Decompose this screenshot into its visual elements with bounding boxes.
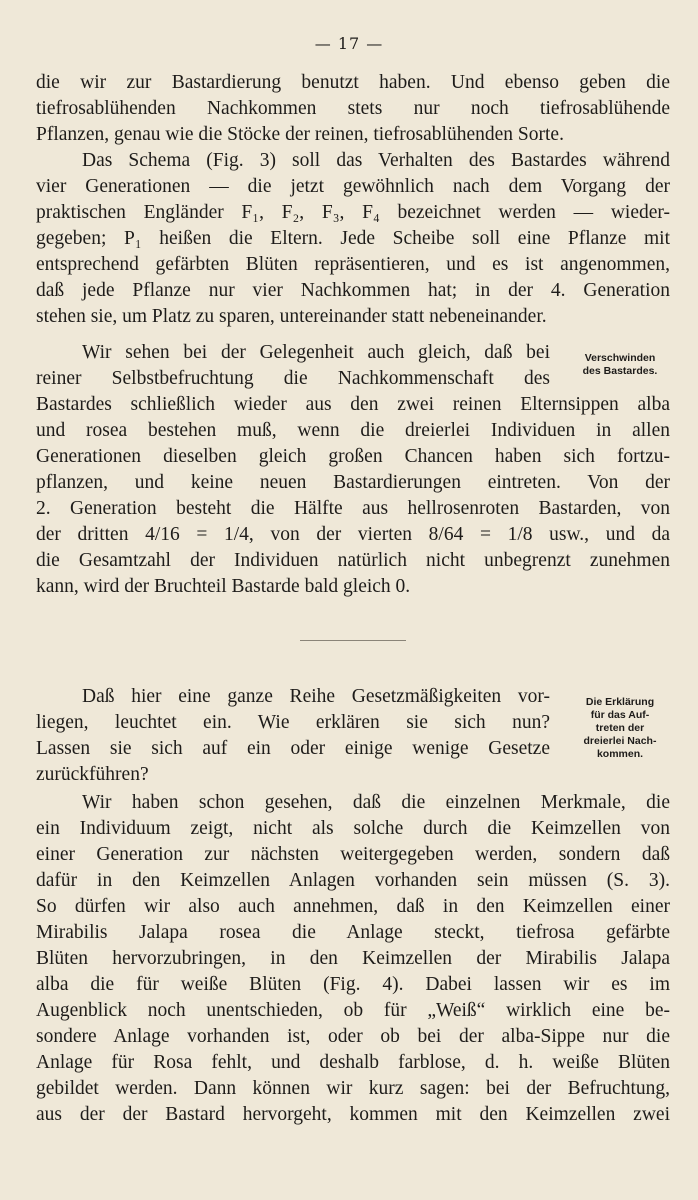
margin-note-line: dreierlei Nach-: [583, 735, 657, 747]
text-line: liegen, leuchtet ein. Wie erklären sie sich nun?: [36, 712, 550, 733]
text-line: gegeben; P₁ heißen die Eltern. Jede Scheibe soll eine Pflanze mit: [36, 228, 670, 249]
text-line: Bastardes schließlich wieder aus den zwei reinen Elternsippen alba: [36, 394, 670, 415]
text-line: aus der der Bastard hervorgeht, kommen mit den Keimzellen zwei: [36, 1104, 670, 1125]
text-line: dafür in den Keimzellen Anlagen vorhanden sein müssen (S. 3).: [36, 870, 670, 891]
text-line: die Gesamtzahl der Individuen natürlich nicht unbegrenzt zunehmen: [36, 550, 670, 571]
text-line: So dürfen wir also auch annehmen, daß in den Keimzellen einer: [36, 896, 670, 917]
text-line: entsprechend gefärbten Blüten repräsentieren, und es ist angenommen,: [36, 254, 670, 275]
margin-note-line: des Bastardes.: [582, 365, 658, 377]
text-line: zurückführen?: [36, 764, 149, 785]
text-line: und rosea bestehen muß, wenn die dreierlei Individuen in allen: [36, 420, 670, 441]
text-line: sondere Anlage vorhanden ist, oder ob bei der alba-Sippe nur die: [36, 1026, 670, 1047]
text-line: Wir sehen bei der Gelegenheit auch gleich, daß bei: [82, 342, 550, 363]
margin-note-line: treten der: [595, 722, 645, 734]
text-line: Mirabilis Jalapa rosea die Anlage steckt, tiefrosa gefärbte: [36, 922, 670, 943]
text-line: Pflanzen, genau wie die Stöcke der reinen, tiefrosablühenden Sorte.: [36, 124, 564, 145]
text-line: pflanzen, und keine neuen Bastardierungen eintreten. Von der: [36, 472, 670, 493]
text-line: tiefrosablühenden Nachkommen stets nur noch tiefrosablühende: [36, 98, 670, 119]
text-line: ein Individuum zeigt, nicht als solche durch die Keimzellen von: [36, 818, 670, 839]
text-line: alba die für weiße Blüten (Fig. 4). Dabei lassen wir es im: [36, 974, 670, 995]
margin-note-line: für das Auf-: [590, 709, 650, 721]
text-line: Das Schema (Fig. 3) soll das Verhalten des Bastardes während: [82, 150, 670, 171]
margin-note-line: kommen.: [596, 748, 644, 760]
text-line: Lassen sie sich auf ein oder einige wenige Gesetze: [36, 738, 550, 759]
section-divider: [300, 640, 406, 641]
text-line: der dritten 4/16 = 1/4, von der vierten 8/64 = 1/8 usw., und da: [36, 524, 670, 545]
text-line: Daß hier eine ganze Reihe Gesetzmäßigkeiten vor-: [82, 686, 550, 707]
margin-note-line: Die Erklärung: [585, 696, 655, 708]
text-line: daß jede Pflanze nur vier Nachkommen hat; in der 4. Generation: [36, 280, 670, 301]
text-line: stehen sie, um Platz zu sparen, untereinander statt nebeneinander.: [36, 306, 547, 327]
text-line: reiner Selbstbefruchtung die Nachkommenschaft des: [36, 368, 550, 389]
text-line: einer Generation zur nächsten weitergegeben werden, sondern daß: [36, 844, 670, 865]
text-line: Generationen dieselben gleich großen Chancen haben sich fortzu-: [36, 446, 670, 467]
text-line: Wir haben schon gesehen, daß die einzelnen Merkmale, die: [82, 792, 670, 813]
margin-note: [560, 352, 680, 378]
text-line: die wir zur Bastardierung benutzt haben. Und ebenso geben die: [36, 72, 670, 93]
text-line: Anlage für Rosa fehlt, und deshalb farblose, d. h. weiße Blüten: [36, 1052, 670, 1073]
text-line: Augenblick noch unentschieden, ob für „Weiß“ wirklich eine be-: [36, 1000, 670, 1021]
text-line: Blüten hervorzubringen, in den Keimzellen der Mirabilis Jalapa: [36, 948, 670, 969]
text-line: gebildet werden. Dann können wir kurz sagen: bei der Befruchtung,: [36, 1078, 670, 1099]
text-line: praktischen Engländer F₁, F₂, F₃, F₄ bezeichnet werden — wieder-: [36, 202, 670, 223]
text-line: vier Generationen — die jetzt gewöhnlich nach dem Vorgang der: [36, 176, 670, 197]
page-number: — 17 —: [314, 34, 384, 53]
text-line: kann, wird der Bruchteil Bastarde bald gleich 0.: [36, 576, 411, 597]
margin-note-line: Verschwinden: [584, 352, 656, 364]
margin-note: [560, 696, 680, 761]
text-line: 2. Generation besteht die Hälfte aus hellrosenroten Bastarden, von: [36, 498, 670, 519]
